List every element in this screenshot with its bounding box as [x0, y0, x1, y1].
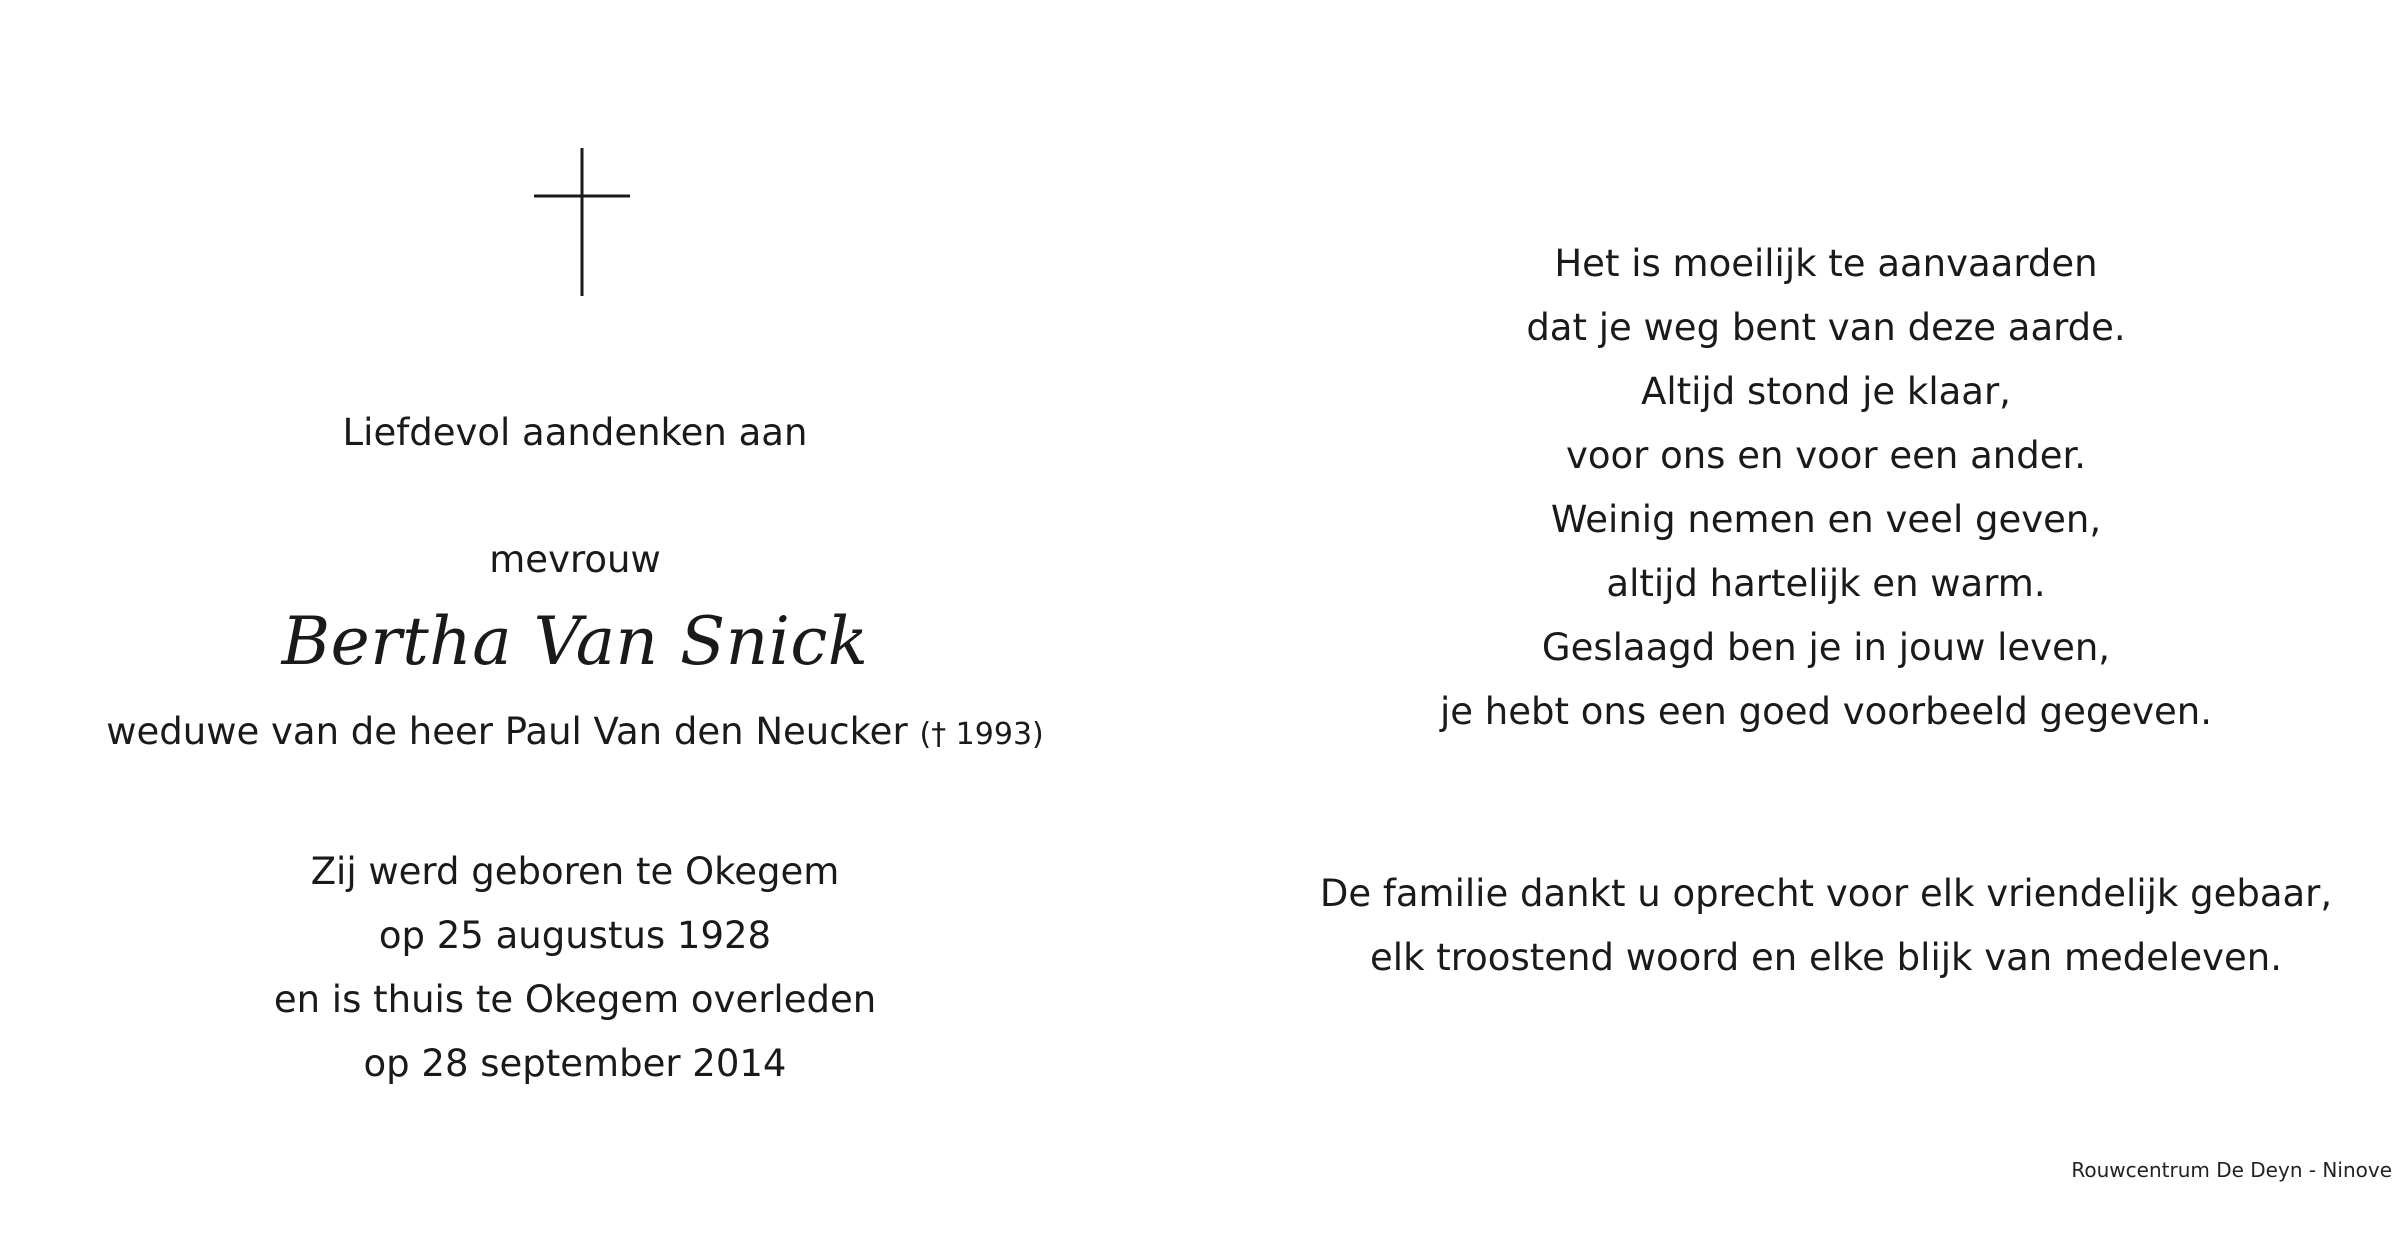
poem-line: Het is moeilijk te aanvaarden — [1554, 242, 2098, 285]
bio-block — [55, 840, 1095, 1096]
widow-line — [0, 706, 1150, 761]
poem-line: voor ons en voor een ander. — [1565, 434, 2087, 477]
poem-line: altijd hartelijk en warm. — [1606, 562, 2046, 605]
cross-icon — [534, 148, 630, 296]
intro-text: Liefdevol aandenken aan — [342, 411, 808, 454]
funeral-home-credit: Rouwcentrum De Deyn - Ninove — [2071, 1158, 2392, 1182]
bio-line: op 25 augustus 1928 — [378, 914, 772, 957]
bio-line: Zij werd geboren te Okegem — [310, 850, 840, 893]
widow-text: weduwe van de heer Paul Van den Neucker — [106, 710, 908, 753]
bio-line: en is thuis te Okegem overleden — [273, 978, 877, 1021]
thanks-line: De familie dankt u oprecht voor elk vriendelijk gebaar, — [1319, 872, 2333, 915]
poem-line: je hebt ons een goed voorbeeld gegeven. — [1439, 690, 2213, 733]
right-panel — [1260, 0, 2392, 1236]
thanks-line: elk troostend woord en elke blijk van medeleven. — [1370, 936, 2282, 979]
deceased-name: Bertha Van Snick — [281, 603, 869, 680]
poem — [1260, 232, 2392, 744]
left-panel — [0, 0, 1150, 1236]
widow-death-year: († 1993) — [919, 717, 1044, 752]
title-word: mevrouw — [489, 538, 661, 581]
poem-line: dat je weg bent van deze aarde. — [1526, 306, 2126, 349]
poem-line: Geslaagd ben je in jouw leven, — [1541, 626, 2111, 669]
poem-line: Weinig nemen en veel geven, — [1550, 498, 2102, 541]
poem-line: Altijd stond je klaar, — [1641, 370, 2011, 413]
thanks-block — [1260, 862, 2392, 990]
bio-line: op 28 september 2014 — [363, 1042, 787, 1085]
